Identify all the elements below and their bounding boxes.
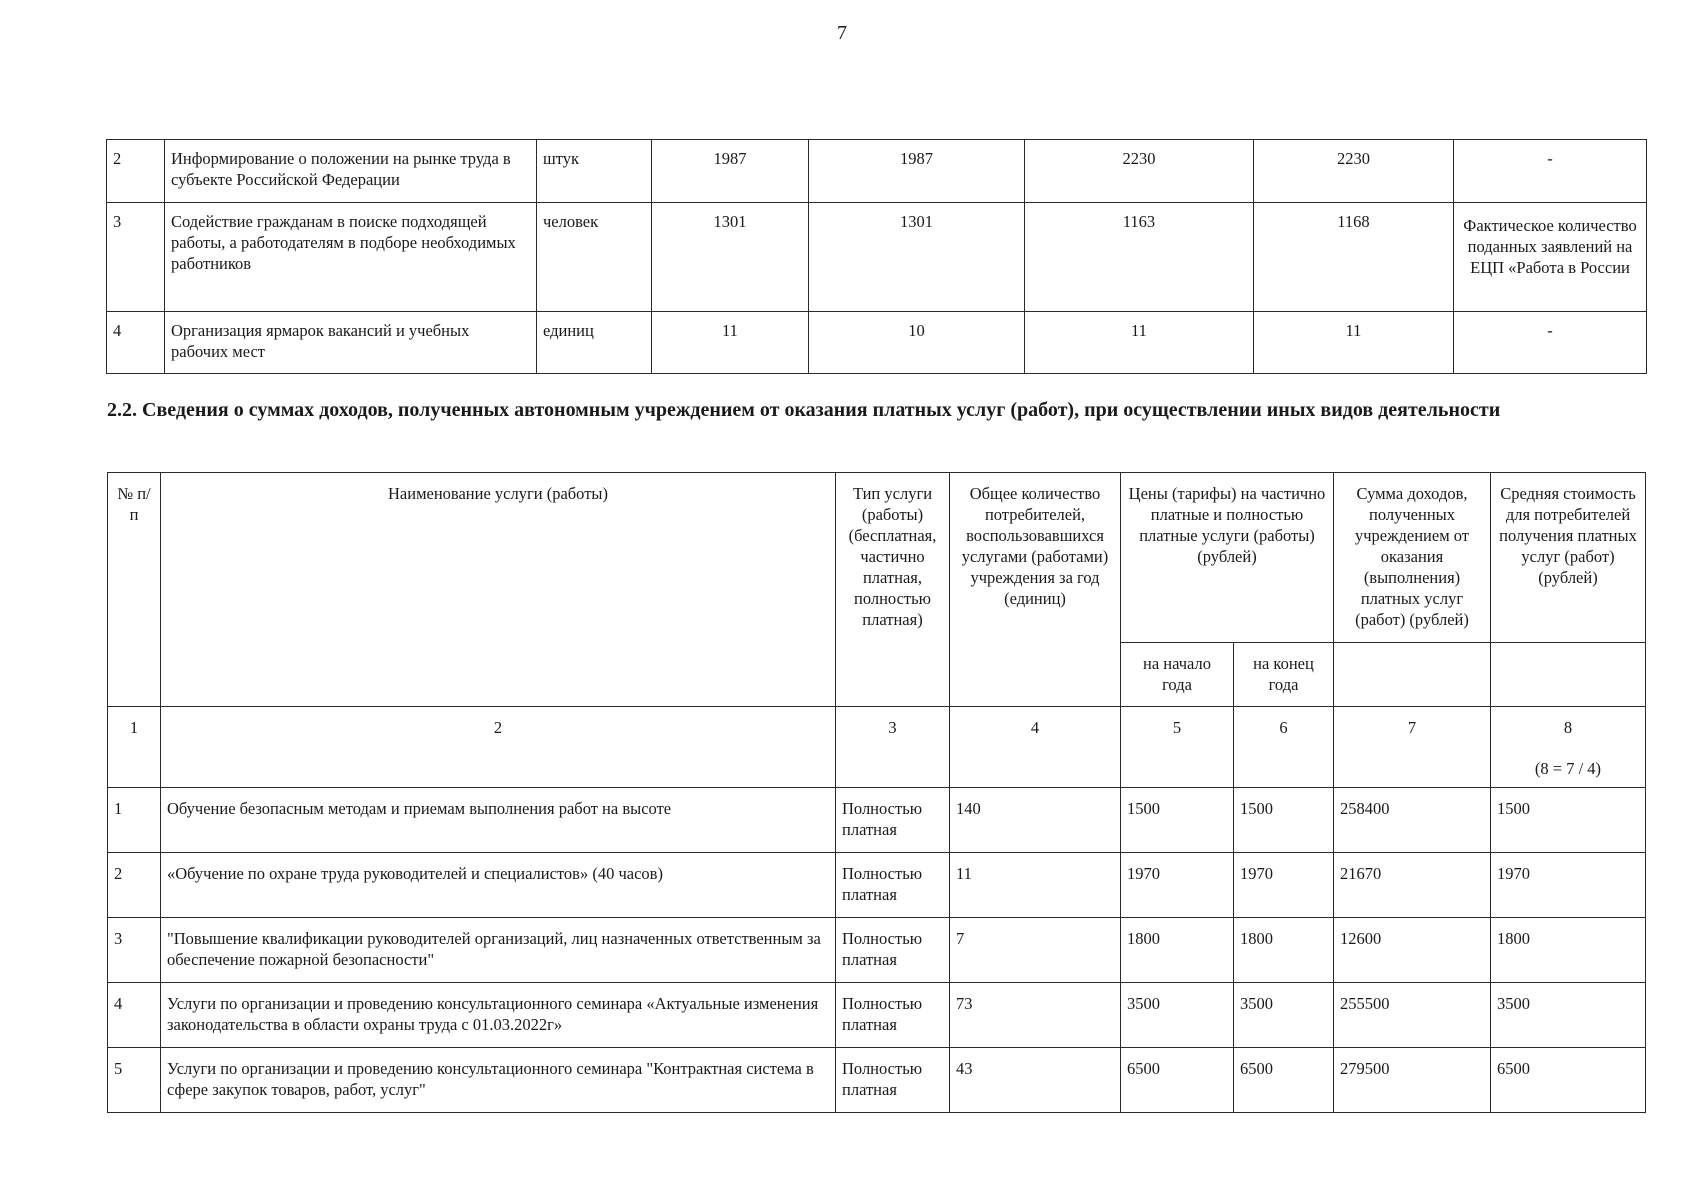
column-number: 8 bbox=[1563, 718, 1573, 737]
row-number: 2 bbox=[107, 140, 165, 203]
row-number: 2 bbox=[108, 853, 161, 918]
header-num: № п/п bbox=[108, 473, 161, 707]
price-end: 1500 bbox=[1234, 788, 1334, 853]
table-row bbox=[108, 788, 1646, 853]
column-number: 1 bbox=[108, 707, 161, 788]
column-numbers-row bbox=[108, 707, 1646, 788]
avg-cost: 1970 bbox=[1491, 853, 1646, 918]
row-number: 4 bbox=[108, 983, 161, 1048]
price-start: 6500 bbox=[1121, 1048, 1234, 1113]
table-row bbox=[107, 312, 1647, 374]
value-cell: 1301 bbox=[652, 203, 809, 312]
table-row bbox=[107, 203, 1647, 312]
value-cell: 2230 bbox=[1025, 140, 1254, 203]
table-row bbox=[108, 918, 1646, 983]
column-number-8 bbox=[1491, 707, 1646, 788]
table-row bbox=[108, 853, 1646, 918]
value-cell: 1301 bbox=[809, 203, 1025, 312]
price-start: 1800 bbox=[1121, 918, 1234, 983]
column-number: 6 bbox=[1234, 707, 1334, 788]
header-name: Наименование услуги (работы) bbox=[161, 473, 836, 707]
column-number: 4 bbox=[950, 707, 1121, 788]
avg-cost: 1500 bbox=[1491, 788, 1646, 853]
service-type: Полностью платная bbox=[836, 1048, 950, 1113]
consumers-count: 11 bbox=[950, 853, 1121, 918]
service-name: Содействие гражданам в поиске подходящей работы, а работодателям в подборе необходимых работников bbox=[165, 203, 537, 312]
row-number: 1 bbox=[108, 788, 161, 853]
avg-cost: 3500 bbox=[1491, 983, 1646, 1048]
value-cell: 10 bbox=[809, 312, 1025, 374]
service-type: Полностью платная bbox=[836, 983, 950, 1048]
row-number: 3 bbox=[107, 203, 165, 312]
price-start: 1970 bbox=[1121, 853, 1234, 918]
value-cell: 1163 bbox=[1025, 203, 1254, 312]
price-start: 1500 bbox=[1121, 788, 1234, 853]
services-volume-table bbox=[106, 139, 1647, 374]
consumers-count: 43 bbox=[950, 1048, 1121, 1113]
header-type: Тип услуги (работы) (бесплатная, частично платная, полностью платная) bbox=[836, 473, 950, 707]
header-income: Сумма доходов, полученных учреждением от оказания (выполнения) платных услуг (работ) (рублей) bbox=[1334, 473, 1491, 643]
price-start: 3500 bbox=[1121, 983, 1234, 1048]
service-name: Информирование о положении на рынке труда в субъекте Российской Федерации bbox=[165, 140, 537, 203]
consumers-count: 73 bbox=[950, 983, 1121, 1048]
empty-cell bbox=[1491, 643, 1646, 707]
table-row bbox=[107, 140, 1647, 203]
income: 279500 bbox=[1334, 1048, 1491, 1113]
page-number: 7 bbox=[837, 22, 847, 44]
value-cell: 1168 bbox=[1254, 203, 1454, 312]
column-number: 5 bbox=[1121, 707, 1234, 788]
price-end: 1800 bbox=[1234, 918, 1334, 983]
unit: единиц bbox=[537, 312, 652, 374]
column-number: 2 bbox=[161, 707, 836, 788]
table-row bbox=[108, 983, 1646, 1048]
value-cell: 11 bbox=[1254, 312, 1454, 374]
header-price-start: на начало года bbox=[1121, 643, 1234, 707]
section-heading: 2.2. Сведения о суммах доходов, полученных автономным учреждением от оказания платных услуг (работ), при осуществлении иных видов деятельности bbox=[107, 399, 1501, 421]
header-price-end: на конец года bbox=[1234, 643, 1334, 707]
empty-cell bbox=[1334, 643, 1491, 707]
income: 255500 bbox=[1334, 983, 1491, 1048]
consumers-count: 7 bbox=[950, 918, 1121, 983]
service-name: «Обучение по охране труда руководителей и специалистов» (40 часов) bbox=[161, 853, 836, 918]
value-cell: 1987 bbox=[652, 140, 809, 203]
income: 21670 bbox=[1334, 853, 1491, 918]
header-prices: Цены (тарифы) на частично платные и полностью платные услуги (работы) (рублей) bbox=[1121, 473, 1334, 643]
service-name: Организация ярмарок вакансий и учебных рабочих мест bbox=[165, 312, 537, 374]
unit: человек bbox=[537, 203, 652, 312]
unit: штук bbox=[537, 140, 652, 203]
column-number: 3 bbox=[836, 707, 950, 788]
paid-services-income-table bbox=[107, 472, 1646, 1113]
header-consumers: Общее количество потребителей, воспользовавшихся услугами (работами) учреждения за год (единиц) bbox=[950, 473, 1121, 707]
header-avg-cost: Средняя стоимость для потребителей получения платных услуг (работ) (рублей) bbox=[1491, 473, 1646, 643]
note-cell: - bbox=[1454, 312, 1647, 374]
price-end: 1970 bbox=[1234, 853, 1334, 918]
service-type: Полностью платная bbox=[836, 853, 950, 918]
formula: (8 = 7 / 4) bbox=[1534, 759, 1602, 778]
service-type: Полностью платная bbox=[836, 788, 950, 853]
avg-cost: 6500 bbox=[1491, 1048, 1646, 1113]
value-cell: 11 bbox=[1025, 312, 1254, 374]
value-cell: 11 bbox=[652, 312, 809, 374]
income: 12600 bbox=[1334, 918, 1491, 983]
service-name: "Повышение квалификации руководителей организаций, лиц назначенных ответственным за обеспечение пожарной безопасности" bbox=[161, 918, 836, 983]
value-cell: 1987 bbox=[809, 140, 1025, 203]
avg-cost: 1800 bbox=[1491, 918, 1646, 983]
note-cell: - bbox=[1454, 140, 1647, 203]
income: 258400 bbox=[1334, 788, 1491, 853]
note-cell: Фактическое количество поданных заявлений на ЕЦП «Работа в России bbox=[1454, 203, 1647, 312]
column-number: 7 bbox=[1334, 707, 1491, 788]
service-name: Услуги по организации и проведению консультационного семинара "Контрактная система в сфере закупок товаров, работ, услуг" bbox=[161, 1048, 836, 1113]
consumers-count: 140 bbox=[950, 788, 1121, 853]
value-cell: 2230 bbox=[1254, 140, 1454, 203]
table-row bbox=[108, 1048, 1646, 1113]
service-name: Обучение безопасным методам и приемам выполнения работ на высоте bbox=[161, 788, 836, 853]
price-end: 6500 bbox=[1234, 1048, 1334, 1113]
row-number: 4 bbox=[107, 312, 165, 374]
row-number: 5 bbox=[108, 1048, 161, 1113]
row-number: 3 bbox=[108, 918, 161, 983]
header-row bbox=[108, 473, 1646, 643]
service-type: Полностью платная bbox=[836, 918, 950, 983]
price-end: 3500 bbox=[1234, 983, 1334, 1048]
service-name: Услуги по организации и проведению консультационного семинара «Актуальные изменения законодательства в области охраны труда с 01.03.2022г» bbox=[161, 983, 836, 1048]
